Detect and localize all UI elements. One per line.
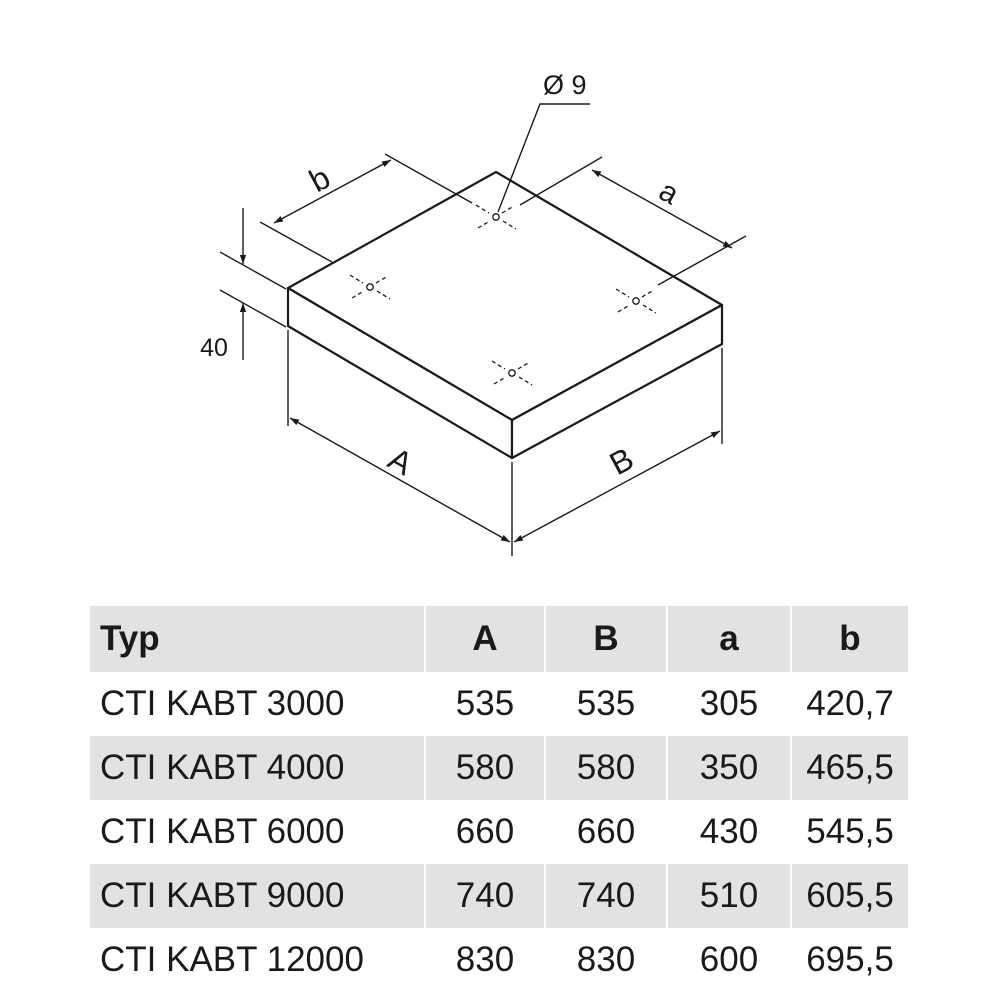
cell-type: CTI KABT 6000 — [90, 800, 426, 864]
cell-a: 305 — [668, 672, 792, 736]
cell-B: 535 — [546, 672, 668, 736]
thickness-extension-bottom — [220, 290, 286, 327]
slab — [288, 172, 722, 458]
dim-B-label: B — [603, 440, 640, 483]
table-row — [90, 800, 908, 864]
cell-type: CTI KABT 12000 — [90, 928, 426, 992]
thickness-extension-top — [220, 252, 286, 289]
cell-A: 830 — [426, 928, 546, 992]
cell-A: 535 — [426, 672, 546, 736]
cell-b: 605,5 — [792, 864, 908, 928]
cell-type: CTI KABT 3000 — [90, 672, 426, 736]
cell-A: 740 — [426, 864, 546, 928]
cell-a: 430 — [668, 800, 792, 864]
cell-type: CTI KABT 9000 — [90, 864, 426, 928]
table-header-row — [90, 606, 908, 672]
b-extension-left — [260, 222, 332, 262]
dim-b-label: b — [303, 159, 336, 200]
cell-b: 465,5 — [792, 736, 908, 800]
cell-A: 580 — [426, 736, 546, 800]
cell-B: 580 — [546, 736, 668, 800]
b-extension-right — [385, 154, 472, 203]
cell-A: 660 — [426, 800, 546, 864]
slab-top-face — [288, 172, 722, 420]
header-type: Typ — [90, 606, 426, 672]
cell-a: 350 — [668, 736, 792, 800]
dim-a-label: a — [653, 174, 685, 212]
dimensions-table — [90, 606, 908, 992]
table-row — [90, 736, 908, 800]
table-row — [90, 672, 908, 736]
cell-B: 660 — [546, 800, 668, 864]
cell-type: CTI KABT 4000 — [90, 736, 426, 800]
a-extension-top — [520, 157, 602, 205]
cell-B: 830 — [546, 928, 668, 992]
cell-B: 740 — [546, 864, 668, 928]
header-b: b — [792, 606, 908, 672]
table-row — [90, 864, 908, 928]
cell-b: 545,5 — [806, 812, 894, 851]
table-row — [90, 928, 908, 992]
a-extension-bottom — [658, 236, 746, 285]
cell-a: 510 — [668, 864, 792, 928]
header-B: B — [546, 606, 668, 672]
header-a: a — [668, 606, 792, 672]
cell-a: 600 — [668, 928, 792, 992]
cell-b: 695,5 — [806, 940, 894, 979]
a-dimension-line — [592, 170, 732, 248]
header-A: A — [426, 606, 546, 672]
thickness-label: 40 — [200, 334, 228, 362]
cell-b: 420,7 — [806, 684, 894, 723]
hole-diameter-label: Ø 9 — [543, 70, 587, 100]
dim-A-label: A — [382, 440, 419, 483]
